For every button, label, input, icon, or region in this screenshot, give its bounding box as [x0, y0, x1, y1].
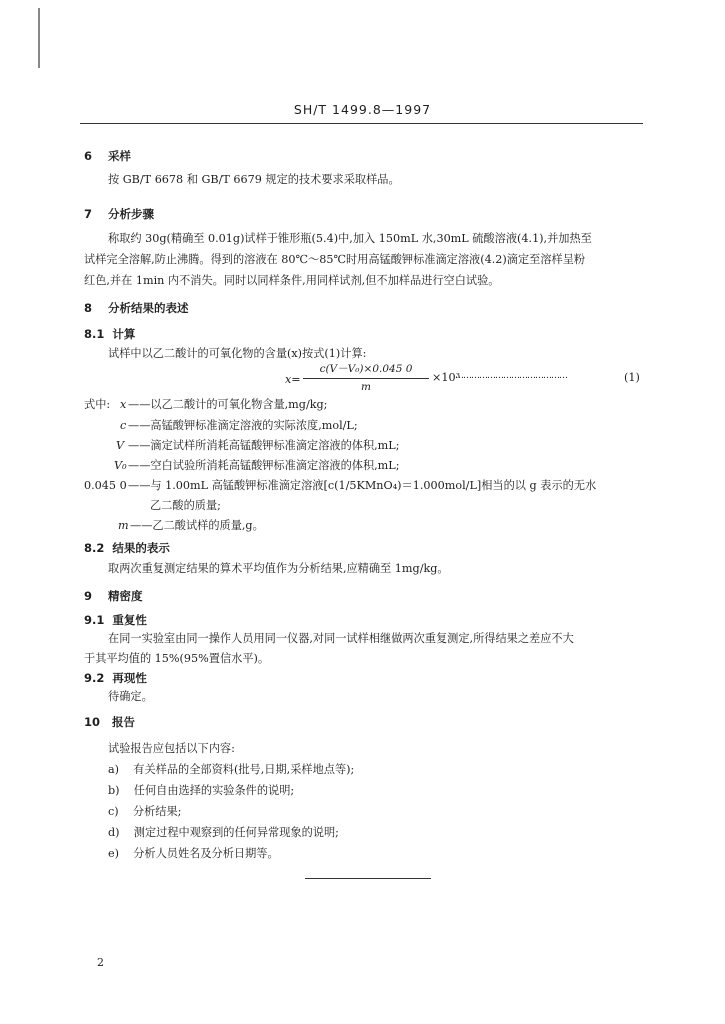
report-item-text: 任何自由选择的实验条件的说明; — [133, 784, 295, 797]
section-9-1-text-line1: 在同一实验室由同一操作人员用同一仪器,对同一试样相继做两次重复测定,所得结果之差应不大 — [108, 632, 574, 645]
report-item — [108, 804, 181, 821]
section-9-1-heading — [84, 612, 147, 629]
section-8-2-text: 取两次重复测定结果的算术平均值作为分析结果,应精确至 1mg/kg。 — [108, 562, 449, 575]
formula-equation-number: (1) — [624, 371, 640, 384]
section-number: 9.1 — [84, 613, 105, 627]
section-title: 重复性 — [112, 613, 147, 627]
report-item-label: a) — [108, 763, 120, 776]
section-title: 分析步骤 — [108, 207, 155, 221]
document-header: SH/T 1499.8—1997 — [293, 102, 432, 117]
section-9-2-heading — [84, 670, 147, 687]
page-number: 2 — [97, 956, 104, 969]
definition-symbol-constant: 0.045 0 — [84, 479, 127, 492]
report-item — [108, 783, 294, 800]
section-7-text-line1: 称取约 30g(精确至 0.01g)试样于锥形瓶(5.4)中,加入 150mL 水,30mL 硫酸溶液(4.1),并加热至 — [108, 232, 592, 245]
formula-denominator: m — [361, 381, 371, 393]
section-7-heading — [84, 206, 154, 223]
definition-text-v0: ——空白试验所消耗高锰酸钾标准滴定溶液的体积,mL; — [128, 459, 400, 472]
definitions-lead: 式中: — [84, 398, 111, 411]
report-item-text: 有关样品的全部资料(批号,日期,采样地点等); — [133, 763, 355, 776]
section-title: 精密度 — [108, 589, 143, 603]
section-number: 8 — [84, 301, 93, 315]
report-item-label: d) — [108, 826, 120, 839]
definition-symbol-x: x — [120, 398, 127, 411]
section-10-heading — [84, 714, 135, 731]
definition-text-v: ——滴定试样所消耗高锰酸钾标准滴定溶液的体积,mL; — [128, 439, 400, 452]
section-number: 6 — [84, 149, 93, 163]
section-7-text-line3: 红色,并在 1min 内不消失。同时以同样条件,用同样试剂,但不加样品进行空白试验。 — [84, 274, 500, 287]
report-item — [108, 846, 279, 863]
report-item-label: e) — [108, 847, 119, 860]
report-item-text: 测定过程中观察到的任何异常现象的说明; — [133, 826, 339, 839]
definition-text-constant: ——与 1.00mL 高锰酸钾标准滴定溶液[c(1/5KMnO₄)＝1.000mol/L]相当的以 g 表示的无水 — [128, 479, 597, 492]
section-9-1-text-line2: 于其平均值的 15%(95%置信水平)。 — [84, 652, 270, 665]
section-9-heading — [84, 588, 143, 605]
section-7-text-line2: 试样完全溶解,防止沸腾。得到的溶液在 80℃～85℃时用高锰酸钾标准滴定溶液(4.2)滴定至溶样呈粉 — [84, 253, 586, 266]
definition-symbol-v: V — [116, 439, 125, 452]
section-title: 再现性 — [112, 671, 147, 685]
section-8-2-heading — [84, 540, 170, 557]
section-title: 分析结果的表述 — [108, 301, 189, 315]
section-10-intro: 试验报告应包括以下内容: — [108, 742, 235, 755]
definition-text-x: ——以乙二酸计的可氧化物含量,mg/kg; — [128, 398, 328, 411]
formula-lhs: x= — [285, 373, 301, 386]
formula-leader: …………………………………… — [455, 371, 567, 381]
report-item-label: c) — [108, 805, 119, 818]
report-item-text: 分析人员姓名及分析日期等。 — [133, 847, 279, 860]
section-number: 8.1 — [84, 327, 105, 341]
definition-text-m: ——乙二酸试样的质量,g。 — [130, 519, 264, 532]
section-8-1-heading — [84, 326, 135, 343]
definition-text-constant-cont: 乙二酸的质量; — [150, 499, 221, 512]
section-6-text: 按 GB/T 6678 和 GB/T 6679 规定的技术要求采取样品。 — [108, 173, 400, 186]
section-number: 9 — [84, 589, 93, 603]
report-item-text: 分析结果; — [132, 805, 182, 818]
section-title: 报告 — [112, 715, 136, 729]
header-rule — [80, 123, 643, 124]
scan-edge-mark — [38, 8, 40, 68]
formula-factor: ×10³ — [432, 371, 461, 384]
report-item — [108, 762, 354, 779]
definition-symbol-m: m — [118, 519, 129, 532]
report-item-label: b) — [108, 784, 120, 797]
section-6-heading — [84, 148, 131, 165]
formula-fraction-bar — [303, 378, 429, 379]
definition-text-c: ——高锰酸钾标准滴定溶液的实际浓度,mol/L; — [128, 419, 358, 432]
definition-symbol-c: c — [120, 419, 127, 432]
section-title: 结果的表示 — [112, 541, 170, 555]
report-item — [108, 825, 339, 842]
end-of-standard-rule — [305, 878, 431, 879]
section-8-heading — [84, 300, 189, 317]
section-title: 计算 — [112, 327, 136, 341]
section-8-1-intro: 试样中以乙二酸计的可氧化物的含量(x)按式(1)计算: — [108, 347, 367, 360]
section-number: 8.2 — [84, 541, 105, 555]
formula-numerator: c(V－V₀)×0.045 0 — [319, 363, 413, 375]
section-number: 10 — [84, 715, 101, 729]
section-title: 采样 — [108, 149, 132, 163]
definition-symbol-v0: V₀ — [114, 459, 127, 472]
section-9-2-text: 待确定。 — [108, 690, 153, 703]
section-number: 9.2 — [84, 671, 105, 685]
section-number: 7 — [84, 207, 93, 221]
